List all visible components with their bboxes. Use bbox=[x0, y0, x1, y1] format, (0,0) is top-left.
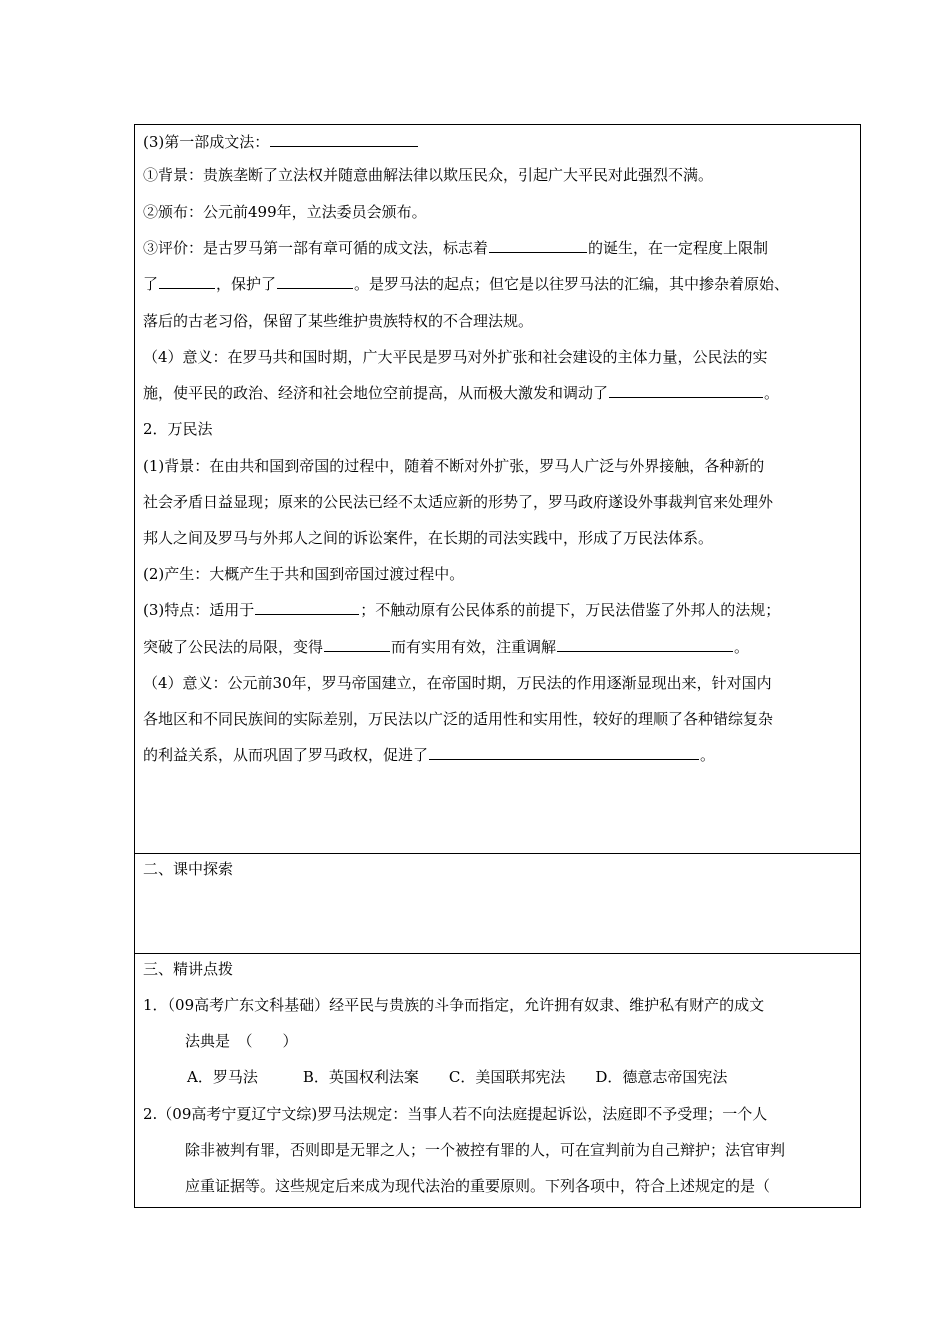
question-2-cont: 除非被判有罪，否则即是无罪之人；一个被控有罪的人，可在宣判前为自己辩护；法官审判 bbox=[185, 1141, 786, 1159]
heading-ius-gentium: 2．万民法 bbox=[143, 420, 213, 438]
question-1: 1．（09高考广东文科基础）经平民与贵族的斗争而指定，允许拥有奴隶、维护私有财产的成文 bbox=[143, 996, 765, 1014]
line-promulgation: ②颁布：公元前499年，立法委员会颁布。 bbox=[143, 203, 427, 221]
question-2: 2.（09高考宁夏辽宁文综)罗马法规定：当事人若不向法庭提起诉讼，法庭即不予受理；一个人 bbox=[143, 1105, 768, 1123]
line-evaluation-end: 落后的古老习俗，保留了某些维护贵族特权的不合理法规。 bbox=[143, 312, 534, 330]
line-gentium-significance: （4）意义：公元前30年，罗马帝国建立，在帝国时期，万民法的作用逐渐显现出来，针对国内 bbox=[143, 674, 772, 692]
in-class-exploration-cell bbox=[135, 853, 860, 953]
line-background: ①背景：贵族垄断了立法权并随意曲解法律以欺压民众，引起广大平民对此强烈不满。 bbox=[143, 166, 714, 184]
fill-blank[interactable] bbox=[270, 132, 418, 147]
question-1-options[interactable]: A．罗马法 B．英国权利法案 C．美国联邦宪法 D．德意志帝国宪法 bbox=[187, 1068, 728, 1086]
line-gentium-background-3: 邦人之间及罗马与外邦人之间的诉讼案件，在长期的司法实践中，形成了万民法体系。 bbox=[143, 529, 714, 547]
line-gentium-background-2: 社会矛盾日益显现；原来的公民法已经不太适应新的形势了，罗马政府遂设外事裁判官来处理外 bbox=[143, 493, 774, 511]
fill-blank[interactable] bbox=[609, 383, 763, 398]
line-evaluation-cont: 了 ，保护了 。是罗马法的起点；但它是以往罗马法的汇编，其中掺杂着原始、 bbox=[143, 275, 790, 293]
fill-blank[interactable] bbox=[557, 637, 733, 652]
knowledge-review-cell bbox=[135, 125, 860, 853]
fill-blank[interactable] bbox=[255, 600, 359, 615]
key-points-cell bbox=[135, 953, 860, 1209]
line-gentium-significance-3: 的利益关系，从而巩固了罗马政权，促进了 。 bbox=[143, 746, 716, 764]
question-2-cont-2: 应重证据等。这些规定后来成为现代法治的重要原则。下列各项中，符合上述规定的是（ bbox=[185, 1177, 771, 1195]
worksheet-table bbox=[134, 124, 861, 1208]
line-gentium-features: (3)特点：适用于 ；不触动原有公民体系的前提下，万民法借鉴了外邦人的法规； bbox=[143, 601, 781, 619]
line-evaluation: ③评价：是古罗马第一部有章可循的成文法，标志着 的诞生，在一定程度上限制 bbox=[143, 239, 769, 257]
line-gentium-origin: (2)产生：大概产生于共和国到帝国过渡过程中。 bbox=[143, 565, 465, 583]
line-significance-cont: 施，使平民的政治、经济和社会地位空前提高，从而极大激发和调动了 。 bbox=[143, 384, 780, 402]
line-gentium-features-2: 突破了公民法的局限，变得 而有实用有效，注重调解 。 bbox=[143, 638, 750, 656]
fill-blank[interactable] bbox=[324, 637, 390, 652]
question-1-cont: 法典是 （ ） bbox=[185, 1032, 298, 1050]
line-gentium-significance-2: 各地区和不同民族间的实际差别，万民法以广泛的适用性和实用性，较好的理顺了各种错综复杂 bbox=[143, 710, 774, 728]
fill-blank[interactable] bbox=[489, 238, 587, 253]
fill-blank[interactable] bbox=[159, 274, 215, 289]
line-significance: （4）意义：在罗马共和国时期，广大平民是罗马对外扩张和社会建设的主体力量，公民法的实 bbox=[143, 348, 768, 366]
line-gentium-background: (1)背景：在由共和国到帝国的过程中，随着不断对外扩张，罗马人广泛与外界接触，各种新的 bbox=[143, 457, 765, 475]
line-written-law: (3)第一部成文法： bbox=[143, 132, 419, 152]
fill-blank[interactable] bbox=[429, 745, 699, 760]
section-title: 三、精讲点拨 bbox=[143, 960, 234, 978]
section-title: 二、课中探索 bbox=[143, 860, 234, 878]
fill-blank[interactable] bbox=[277, 274, 353, 289]
